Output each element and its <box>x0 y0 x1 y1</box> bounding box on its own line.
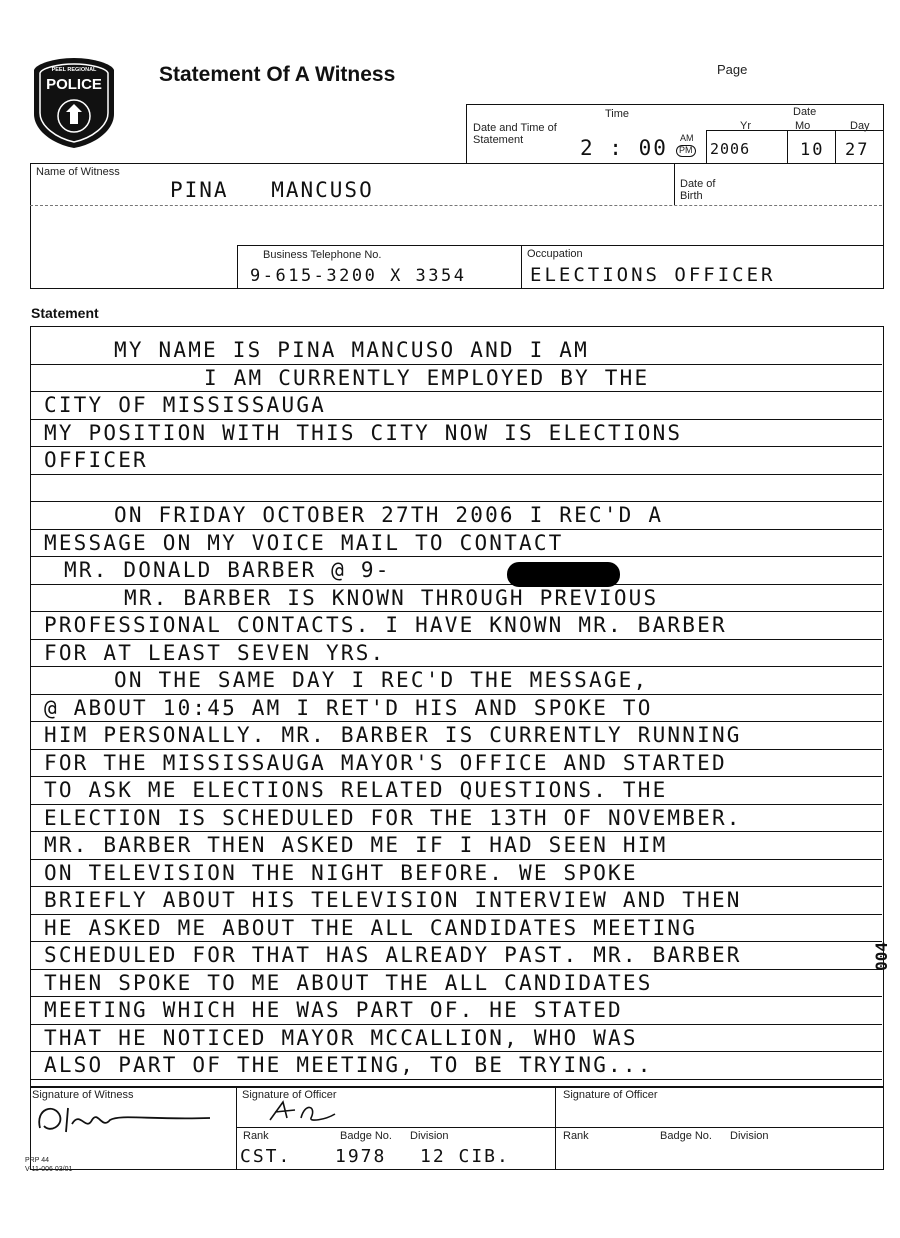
statement-rule <box>30 446 882 447</box>
statement-line: MR. BARBER THEN ASKED ME IF I HAD SEEN HIM <box>44 835 668 856</box>
witness-signature <box>30 1098 230 1138</box>
statement-rule <box>30 969 882 970</box>
day-value: 27 <box>845 140 870 160</box>
page-title: Statement Of A Witness <box>159 63 396 86</box>
statement-line: CITY OF MISSISSAUGA <box>44 395 327 416</box>
statement-line: MESSAGE ON MY VOICE MAIL TO CONTACT <box>44 532 564 554</box>
statement-rule <box>30 886 882 887</box>
statement-line: MR. DONALD BARBER @ 9- <box>64 560 391 581</box>
statement-rule <box>30 419 882 420</box>
badge-main-text: POLICE <box>46 76 102 93</box>
division-label: Division <box>410 1130 449 1142</box>
badge-no-2-label: Badge No. <box>660 1130 712 1142</box>
statement-rule <box>30 556 882 557</box>
badge-no-value: 1978 <box>335 1146 387 1167</box>
redaction-block <box>507 562 620 587</box>
statement-line: ALSO PART OF THE MEETING, TO BE TRYING... <box>44 1055 653 1076</box>
occupation-value: ELECTIONS OFFICER <box>530 264 776 286</box>
statement-line: THAT HE NOTICED MAYOR MCCALLION, WHO WAS <box>44 1027 638 1049</box>
statement-line: FOR THE MISSISSAUGA MAYOR'S OFFICE AND STARTED <box>44 752 727 774</box>
statement-rule <box>30 941 882 942</box>
name-of-witness-label: Name of Witness <box>36 166 120 178</box>
statement-line: ON TELEVISION THE NIGHT BEFORE. WE SPOKE <box>44 862 638 884</box>
division-2-label: Division <box>730 1130 769 1142</box>
officer-signature <box>265 1098 345 1124</box>
statement-line: BRIEFLY ABOUT HIS TELEVISION INTERVIEW AND THEN <box>44 890 742 911</box>
year-value: 2006 <box>710 140 751 158</box>
occupation-label: Occupation <box>527 248 583 260</box>
month-value: 10 <box>800 140 825 160</box>
signature-of-officer-2-label: Signature of Officer <box>563 1089 658 1101</box>
statement-line: MY POSITION WITH THIS CITY NOW IS ELECTIONS <box>44 422 683 444</box>
statement-line: TO ASK ME ELECTIONS RELATED QUESTIONS. THE <box>44 780 668 801</box>
side-stamp: 004 <box>872 942 891 971</box>
statement-line: HIM PERSONALLY. MR. BARBER IS CURRENTLY RUNNING <box>44 725 742 746</box>
time-value: 2 : 00 <box>580 136 668 160</box>
mo-label: Mo <box>795 120 811 132</box>
statement-rule <box>30 1051 882 1052</box>
statement-rule <box>30 831 882 832</box>
badge-no-label: Badge No. <box>340 1130 392 1142</box>
statement-line: OFFICER <box>44 450 148 471</box>
statement-rule <box>30 859 882 860</box>
datetime-label: Date and Time of Statement <box>473 122 557 147</box>
yr-label: Yr <box>740 120 751 132</box>
statement-line: FOR AT LEAST SEVEN YRS. <box>44 642 386 664</box>
statement-rule <box>30 529 882 530</box>
badge-top-text: PEEL REGIONAL <box>51 67 97 73</box>
statement-rule <box>30 804 882 805</box>
statement-rule <box>30 1024 882 1025</box>
statement-label: Statement <box>31 305 99 321</box>
date-label: Date <box>793 106 817 118</box>
rank-label: Rank <box>243 1130 269 1142</box>
pm-label: PM <box>676 145 696 157</box>
statement-line: MR. BARBER IS KNOWN THROUGH PREVIOUS <box>124 587 659 609</box>
signature-of-officer-label: Signature of Officer <box>242 1089 337 1101</box>
statement-line: SCHEDULED FOR THAT HAS ALREADY PAST. MR. BARBER <box>44 945 742 966</box>
statement-rule <box>30 364 882 365</box>
statement-line: ON THE SAME DAY I REC'D THE MESSAGE, <box>114 670 649 691</box>
day-label: Day <box>850 120 870 132</box>
statement-rule <box>30 694 882 695</box>
statement-line: MY NAME IS PINA MANCUSO AND I AM <box>114 340 589 361</box>
statement-line: ELECTION IS SCHEDULED FOR THE 13TH OF NOVEMBER. <box>44 807 742 829</box>
statement-line: THEN SPOKE TO ME ABOUT THE ALL CANDIDATES <box>44 972 653 994</box>
division-value: 12 CIB. <box>420 1146 510 1167</box>
statement-rule <box>30 996 882 997</box>
statement-rule <box>30 666 882 667</box>
statement-rule <box>30 776 882 777</box>
statement-line: HE ASKED ME ABOUT THE ALL CANDIDATES MEETING <box>44 917 698 939</box>
date-of-birth-label: Date of Birth <box>680 178 716 203</box>
statement-rule <box>30 749 882 750</box>
statement-rule <box>30 501 882 502</box>
statement-rule <box>30 914 882 915</box>
statement-line: PROFESSIONAL CONTACTS. I HAVE KNOWN MR. BARBER <box>44 615 727 636</box>
statement-rule <box>30 1079 882 1080</box>
signature-of-witness-label: Signature of Witness <box>32 1089 134 1101</box>
business-phone-label: Business Telephone No. <box>263 249 382 261</box>
time-label: Time <box>605 108 630 120</box>
police-badge-logo <box>32 56 116 150</box>
statement-line: MEETING WHICH HE WAS PART OF. HE STATED <box>44 1000 623 1021</box>
statement-rule <box>30 611 882 612</box>
statement-line: ON FRIDAY OCTOBER 27TH 2006 I REC'D A <box>114 505 664 526</box>
form-code-1: PRP 44 <box>25 1157 49 1164</box>
statement-rule <box>30 639 882 640</box>
am-label: AM <box>680 133 694 143</box>
statement-line: @ ABOUT 10:45 AM I RET'D HIS AND SPOKE TO <box>44 697 653 719</box>
rank-2-label: Rank <box>563 1130 589 1142</box>
business-phone-value: 9-615-3200 X 3354 <box>250 266 467 286</box>
witness-name-value: PINA MANCUSO <box>170 178 374 202</box>
statement-rule <box>30 474 882 475</box>
statement-line: I AM CURRENTLY EMPLOYED BY THE <box>204 367 650 389</box>
statement-rule <box>30 584 882 585</box>
form-code-2: V-11-006 03/01 <box>25 1166 73 1173</box>
page-label: Page <box>717 62 748 77</box>
rank-value: CST. <box>240 1146 292 1167</box>
statement-rule <box>30 721 882 722</box>
statement-rule <box>30 391 882 392</box>
